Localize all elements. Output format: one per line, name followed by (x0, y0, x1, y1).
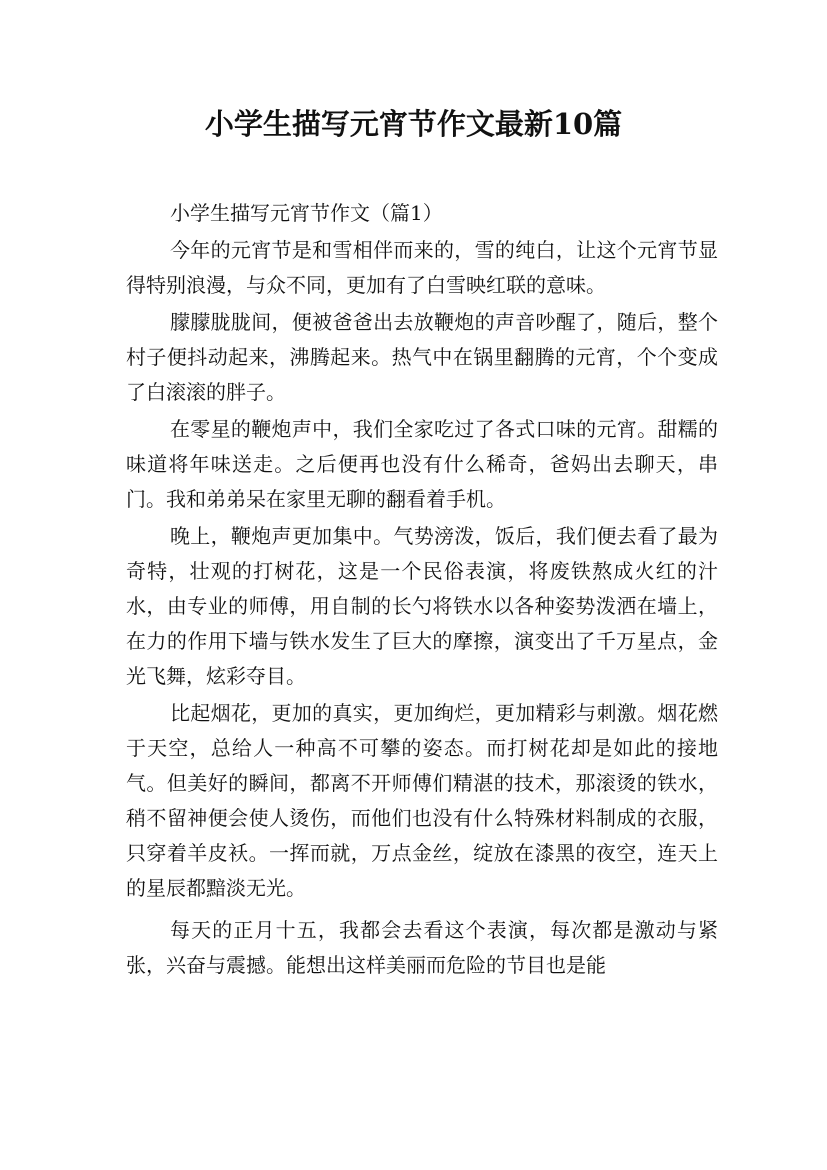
paragraph-2: 朦朦胧胧间，便被爸爸出去放鞭炮的声音吵醒了，随后，整个村子便抖动起来，沸腾起来。热气中在锅里翻腾的元宵，个个变成了白滚滚的胖子。 (126, 310, 718, 404)
paragraph-4: 晚上，鞭炮声更加集中。气势滂泼，饭后，我们便去看了最为奇特，壮观的打树花，这是一个民俗表演，将废铁熬成火红的汁水，由专业的师傅，用自制的长勺将铁水以各种姿势泼洒在墙上，在力的作用下墙与铁水发生了巨大的摩擦，演变出了千万星点，金光飞舞，炫彩夺目。 (126, 524, 718, 688)
paragraph-1: 今年的元宵节是和雪相伴而来的，雪的纯白，让这个元宵节显得特别浪漫，与众不同，更加有了白雪映红联的意味。 (126, 238, 718, 297)
document-body (126, 196, 718, 985)
paragraph-6: 每天的正月十五，我都会去看这个表演，每次都是激动与紧张，兴奋与震撼。能想出这样美丽而危险的节目也是能 (126, 918, 718, 977)
paragraph-5: 比起烟花，更加的真实，更加绚烂，更加精彩与刺激。烟花燃于天空，总给人一种高不可攀的姿态。而打树花却是如此的接地气。但美好的瞬间，都离不开师傅们精湛的技术，那滚烫的铁水，稍不留神便会使人烫伤，而他们也没有什么特殊材料制成的衣服，只穿着羊皮袄。一挥而就，万点金丝，绽放在漆黑的夜空，连天上的星辰都黯淡无光。 (126, 701, 718, 900)
document-title: 小学生描写元宵节作文最新10篇 (204, 107, 623, 141)
section-heading: 小学生描写元宵节作文（篇1） (170, 201, 443, 225)
paragraph-3: 在零星的鞭炮声中，我们全家吃过了各式口味的元宵。甜糯的味道将年味送走。之后便再也没有什么稀奇，爸妈出去聊天，串门。我和弟弟呆在家里无聊的翻看着手机。 (126, 417, 718, 511)
